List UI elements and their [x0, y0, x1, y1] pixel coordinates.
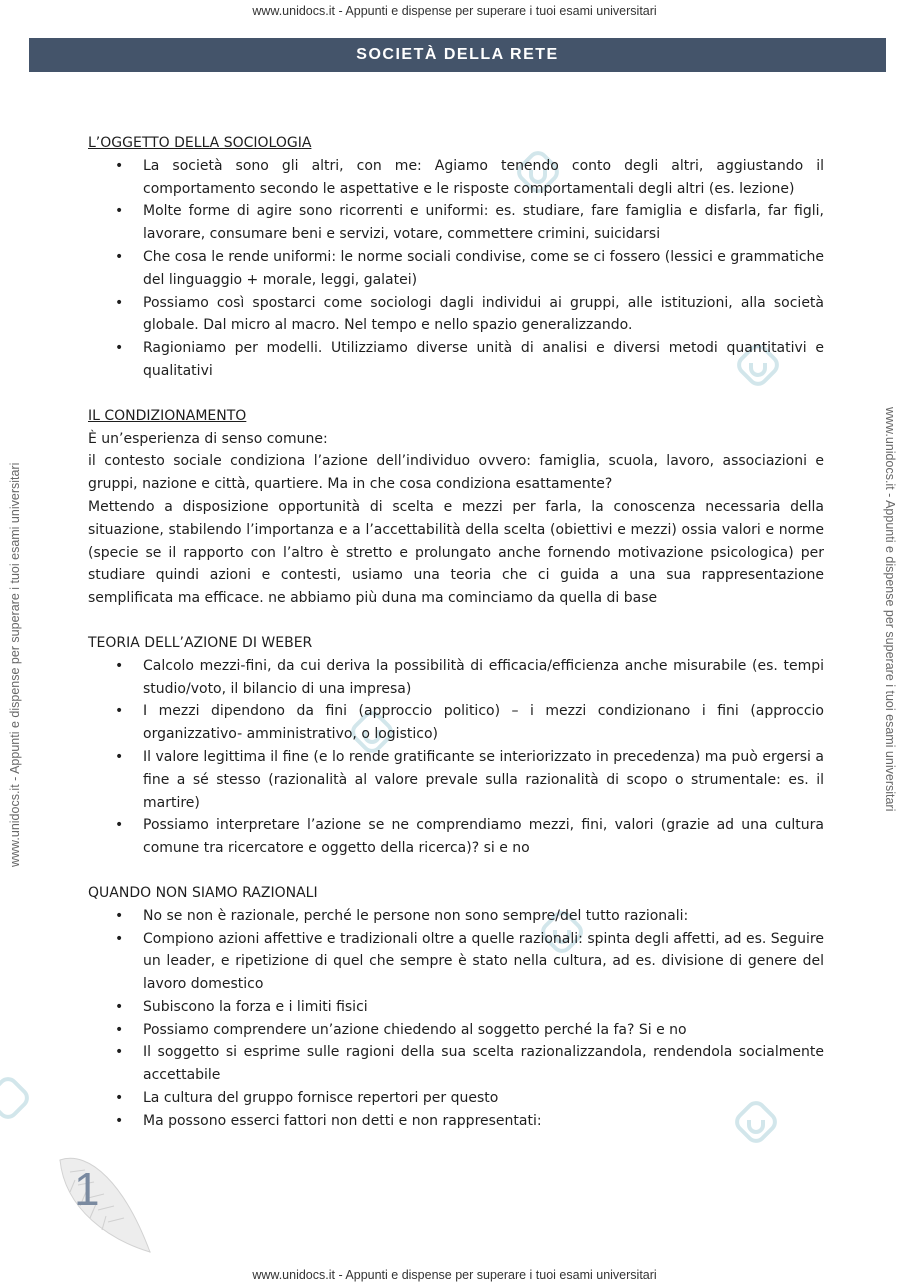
- list-weber: [88, 655, 824, 860]
- page-number: 1: [74, 1163, 100, 1215]
- list-item: • Calcolo mezzi-fini, da cui deriva la possibilità di efficacia/efficienza anche misurabile (es. tempi studio/voto, il bilancio di una impresa): [143, 655, 824, 701]
- unidocs-logo-icon: [0, 1076, 30, 1120]
- document-title-bar: [29, 38, 886, 72]
- list-item: • Compiono azioni affettive e tradizionali oltre a quelle razionali: spinta degli affetti, ad es. Seguire un leader, e ripetizione di quel che sempre è stato nella cultura, ad es. divisione di genere del lavoro domestico: [143, 928, 824, 996]
- document-body: [88, 132, 824, 1133]
- list-item: • Possiamo comprendere un’azione chiedendo al soggetto perché la fa? Si e no: [143, 1019, 824, 1042]
- section-heading-condizionamento: IL CONDIZIONAMENTO: [88, 407, 247, 424]
- list-item: • Ma possono esserci fattori non detti e non rappresentati:: [143, 1110, 824, 1133]
- list-item: • Il valore legittima il fine (e lo rende gratificante se interiorizzato in precedenza) ma può ergersi a fine a sé stesso (razionalità al valore prevale sulla razionalità di scopo o strumentale: es. il martire): [143, 746, 824, 814]
- list-item: • Possiamo così spostarci come sociologi dagli individui ai gruppi, alle istituzioni, alla società globale. Dal micro al macro. Nel tempo e nello spazio generalizzando.: [143, 292, 824, 338]
- paragraph: Mettendo a disposizione opportunità di scelta e mezzi per farla, la conoscenza necessaria della situazione, stabilendo l’importanza e a l’accettabilità della scelta (obiettivi e mezzi) ossia valori e norme (specie se il rapporto con l’altro è stretto e prolungato anche fornendo motivazione psicologica) per studiare quindi azioni e contesti, usiamo una teoria che ci guida a una sua rappresentazione semplificata ma efficace. ne abbiamo più duna ma cominciamo da quella di base: [88, 498, 824, 607]
- list-item: • Il soggetto si esprime sulle ragioni della sua scelta razionalizzandola, rendendola socialmente accettabile: [143, 1041, 824, 1087]
- watermark-left: www.unidocs.it - Appunti e dispense per superare i tuoi esami universitari: [8, 462, 22, 867]
- list-item: • Che cosa le rende uniformi: le norme sociali condivise, come se ci fossero (lessici e grammatiche del linguaggio + morale, leggi, galatei): [143, 246, 824, 292]
- paragraph: il contesto sociale condiziona l’azione dell’individuo ovvero: famiglia, scuola, lavoro, associazioni e gruppi, nazione e città, quartiere. Ma in che cosa condiziona esattamente?: [88, 453, 824, 493]
- list-item: • No se non è razionale, perché le persone non sono sempre/del tutto razionali:: [143, 905, 824, 928]
- list-item: • Subiscono la forza e i limiti fisici: [143, 996, 824, 1019]
- list-item: • La cultura del gruppo fornisce repertori per questo: [143, 1087, 824, 1110]
- watermark-top: www.unidocs.it - Appunti e dispense per superare i tuoi esami universitari: [252, 4, 657, 18]
- list-item: • Ragioniamo per modelli. Utilizziamo diverse unità di analisi e diversi metodi quantitativi e qualitativi: [143, 337, 824, 383]
- section-heading-weber: TEORIA DELL’AZIONE DI WEBER: [88, 634, 313, 651]
- watermark-right: www.unidocs.it - Appunti e dispense per superare i tuoi esami universitari: [883, 407, 897, 812]
- list-oggetto: [88, 155, 824, 383]
- paragraph: È un’esperienza di senso comune:: [88, 430, 328, 447]
- document-title: SOCIETÀ DELLA RETE: [356, 46, 559, 63]
- section-heading-oggetto: L’OGGETTO DELLA SOCIOLOGIA: [88, 135, 312, 151]
- list-item: • La società sono gli altri, con me: Agiamo tenendo conto degli altri, aggiustando il comportamento secondo le aspettative e le risposte comportamentali degli altri (es. lezione): [143, 155, 824, 201]
- list-item: • Possiamo interpretare l’azione se ne comprendiamo mezzi, fini, valori (grazie ad una cultura comune tra ricercatore e oggetto della ricerca)? si e no: [143, 814, 824, 860]
- list-item: • Molte forme di agire sono ricorrenti e uniformi: es. studiare, fare famiglia e disfarla, far figli, lavorare, consumare beni e servizi, votare, commettere crimini, suicidarsi: [143, 200, 824, 246]
- watermark-bottom: www.unidocs.it - Appunti e dispense per superare i tuoi esami universitari: [252, 1268, 657, 1282]
- section-heading-razionali: QUANDO NON SIAMO RAZIONALI: [88, 884, 318, 901]
- list-item: • I mezzi dipendono da fini (approccio politico) – i mezzi condizionano i fini (approccio organizzativo- amministrativo, o logistico): [143, 700, 824, 746]
- list-razionali: [88, 905, 824, 1133]
